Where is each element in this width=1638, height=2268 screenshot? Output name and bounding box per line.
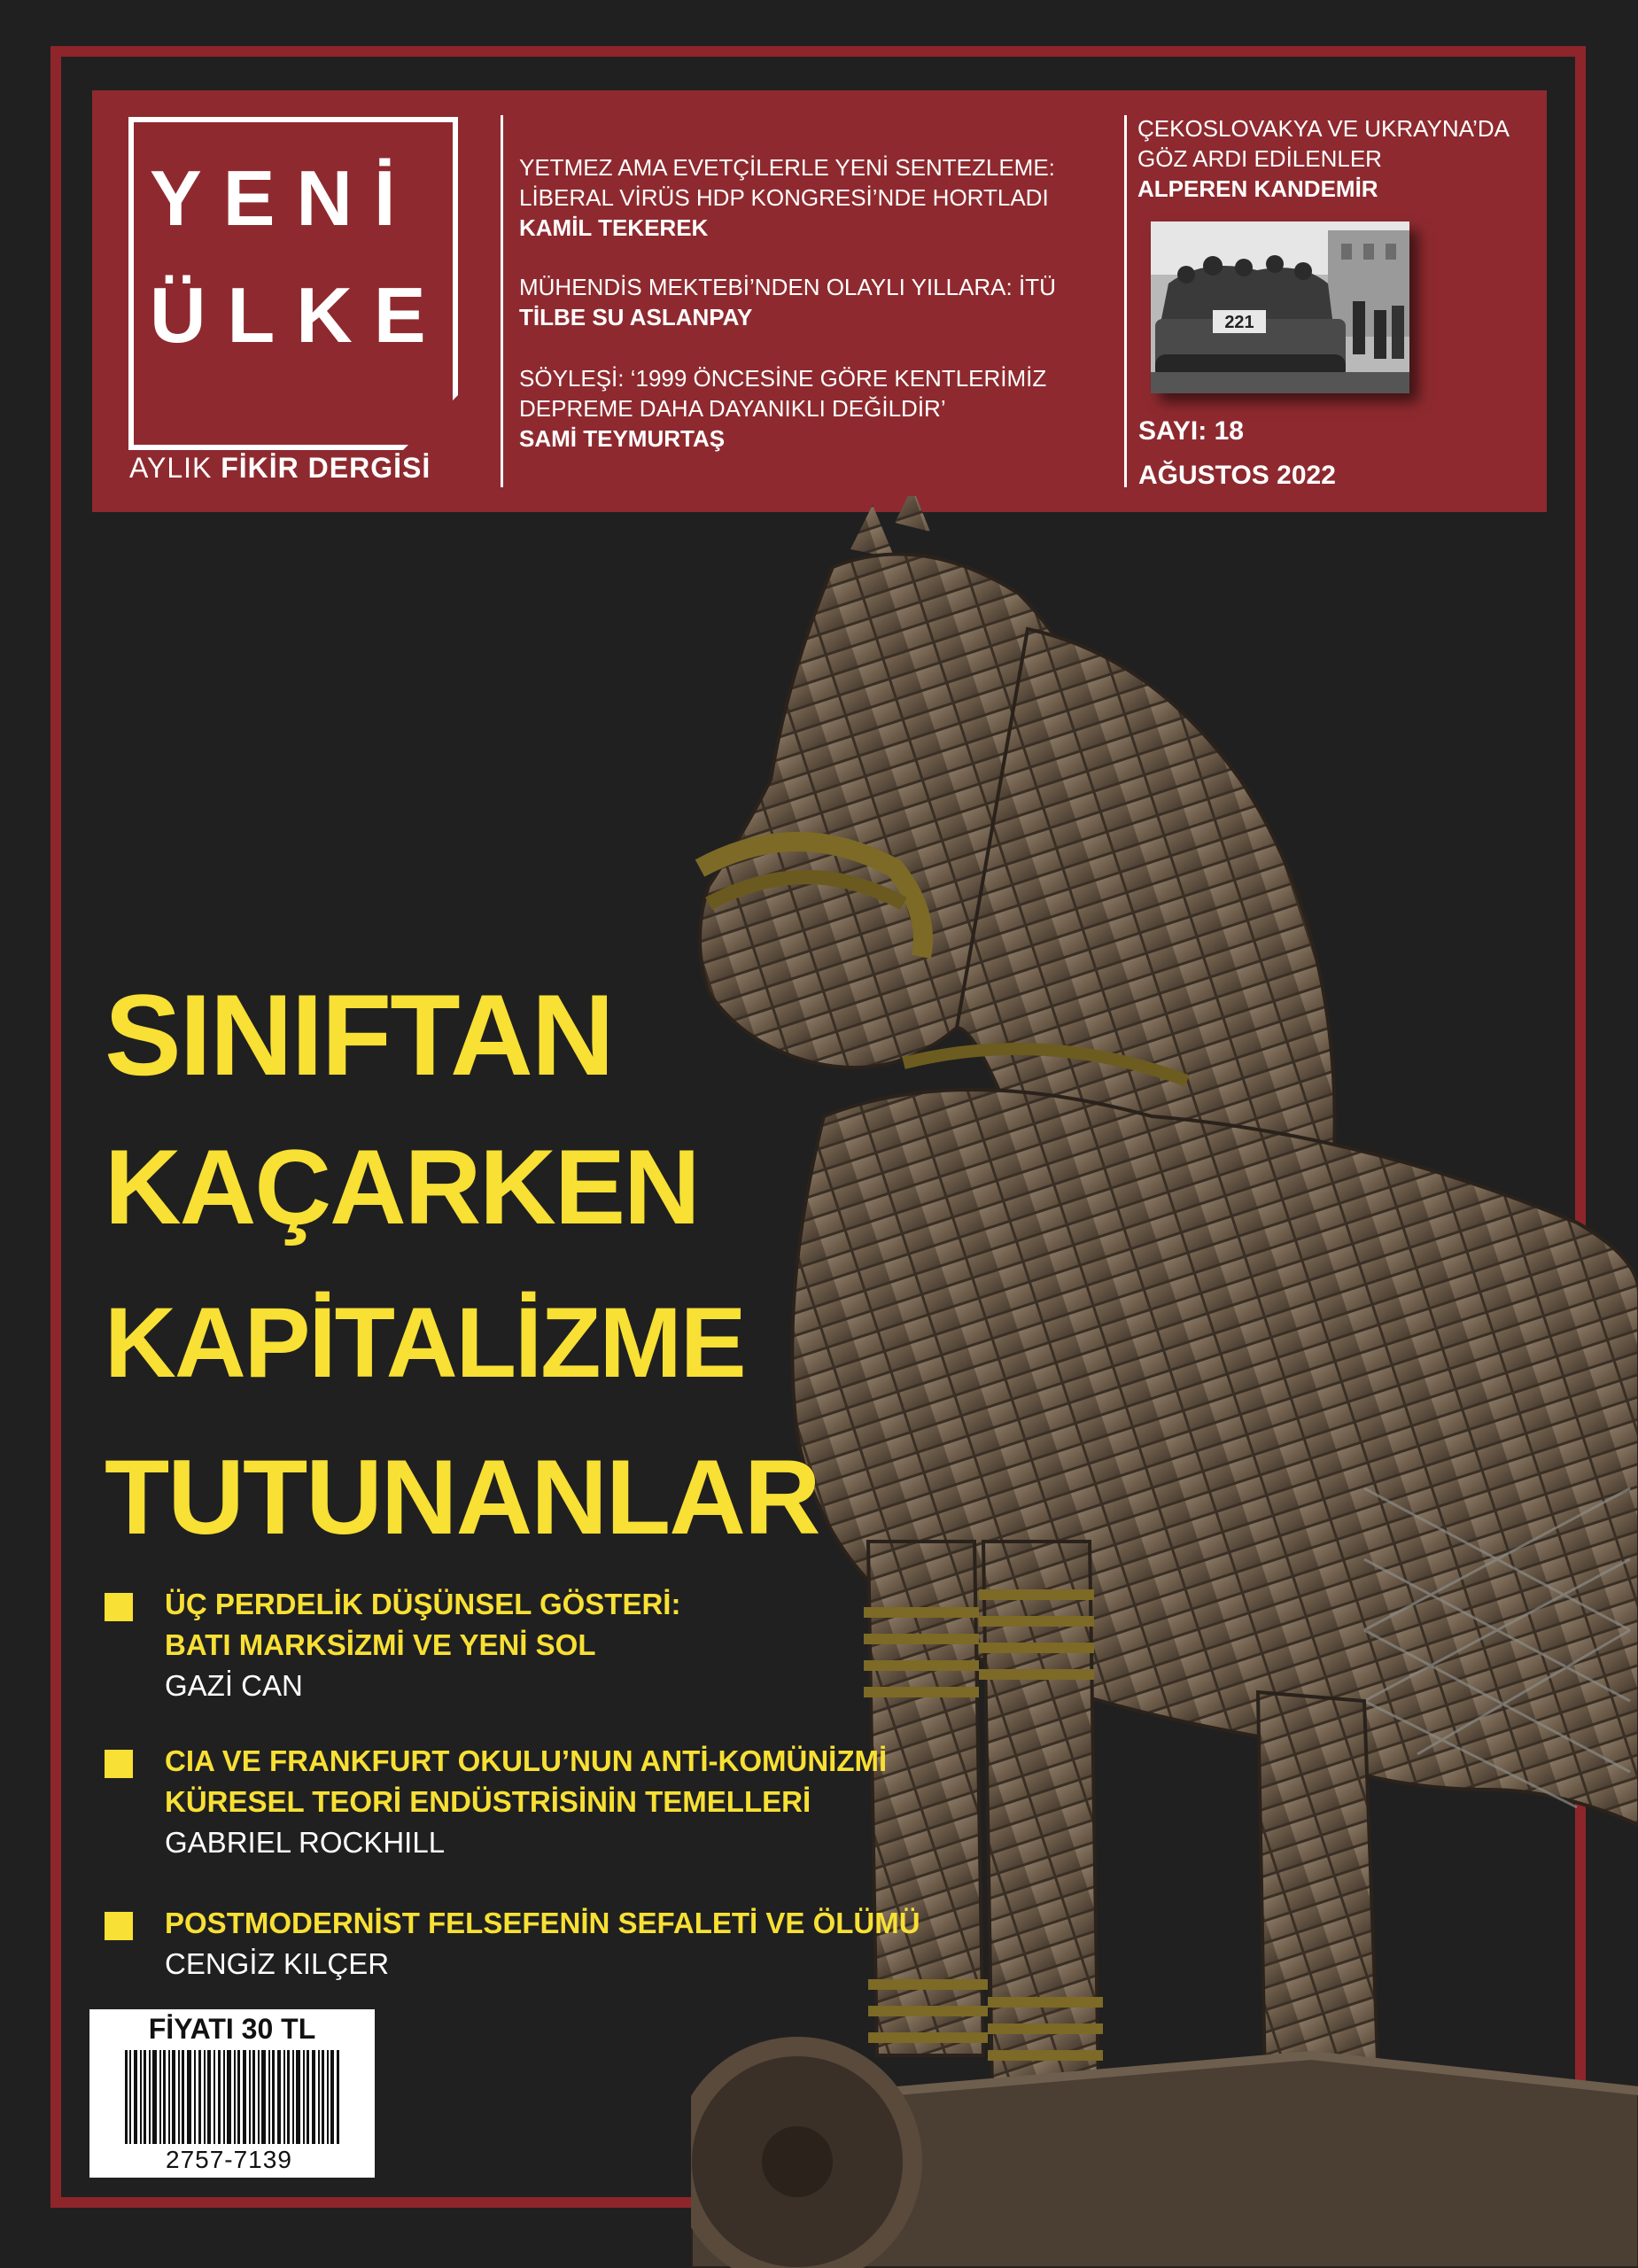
logo-word-ulke: ÜLKE bbox=[150, 271, 447, 359]
tagline-regular: AYLIK bbox=[129, 452, 221, 484]
header-article-1-line-2: LİBERAL VİRÜS HDP KONGRESİ’NDE HORTLADI bbox=[519, 184, 1049, 211]
tank-number: 221 bbox=[1224, 313, 1254, 332]
tank-photo-image bbox=[1151, 221, 1409, 393]
header-article-2-author: TİLBE SU ASLANPAY bbox=[519, 304, 753, 330]
side-article-line-1: ÇEKOSLOVAKYA VE UKRAYNA’DA bbox=[1137, 115, 1510, 142]
header-article-2-line-1: MÜHENDİS MEKTEBİ’NDEN OLAYLI YILLARA: İTÜ bbox=[519, 274, 1056, 300]
side-article[interactable] bbox=[1137, 113, 1527, 204]
side-article-author: ALPEREN KANDEMİR bbox=[1137, 175, 1378, 202]
cover-title-line-2: KAÇARKEN bbox=[105, 1128, 699, 1247]
barcode-number: 2757-7139 bbox=[166, 2146, 292, 2173]
header-article-1-line-1: YETMEZ AMA EVETÇİLERLE YENİ SENTEZLEME: bbox=[519, 154, 1055, 181]
header-article-2[interactable] bbox=[519, 272, 1104, 332]
page-curl-icon bbox=[403, 395, 458, 450]
barcode-icon bbox=[125, 2050, 341, 2144]
tank-photo[interactable] bbox=[1151, 221, 1409, 393]
cover-title-line-1: SINIFTAN bbox=[105, 970, 613, 1099]
article-2[interactable] bbox=[105, 1741, 887, 1863]
header-article-3-author: SAMİ TEYMURTAŞ bbox=[519, 425, 726, 452]
header-article-3-line-2: DEPREME DAHA DAYANIKLI DEĞİLDİR’ bbox=[519, 395, 946, 422]
article-1[interactable] bbox=[105, 1584, 680, 1706]
article-1-title-line-1: ÜÇ PERDELİK DÜŞÜNSEL GÖSTERİ: bbox=[165, 1588, 681, 1620]
article-3[interactable] bbox=[105, 1903, 920, 1984]
price-barcode-box bbox=[89, 2009, 375, 2178]
logo bbox=[128, 117, 458, 450]
cover-title-line-4: TUTUNANLAR bbox=[105, 1438, 819, 1557]
cover-title-line-3: KAPİTALİZME bbox=[105, 1287, 745, 1398]
header-article-1-author: KAMİL TEKEREK bbox=[519, 214, 709, 241]
article-1-title-line-2: BATI MARKSİZMİ VE YENİ SOL bbox=[165, 1628, 596, 1661]
header-article-1[interactable] bbox=[519, 152, 1104, 243]
article-3-author: CENGİZ KILÇER bbox=[165, 1947, 390, 1980]
article-2-title-line-1: CIA VE FRANKFURT OKULU’NUN ANTİ-KOMÜNİZMİ bbox=[165, 1744, 888, 1777]
issue-date: AĞUSTOS 2022 bbox=[1138, 461, 1336, 490]
tagline bbox=[129, 452, 431, 485]
side-article-line-2: GÖZ ARDI EDİLENLER bbox=[1137, 145, 1382, 172]
header-article-3[interactable] bbox=[519, 363, 1104, 454]
article-1-author: GAZİ CAN bbox=[165, 1669, 303, 1702]
divider-right bbox=[1124, 115, 1127, 487]
article-2-author: GABRIEL ROCKHILL bbox=[165, 1826, 446, 1859]
divider-left bbox=[501, 115, 503, 487]
bullet-square-icon bbox=[105, 1750, 133, 1778]
trojan-horse-illustration bbox=[691, 496, 1638, 2268]
logo-word-yeni: YENİ bbox=[150, 154, 417, 242]
header-band bbox=[92, 90, 1547, 512]
bullet-square-icon bbox=[105, 1593, 133, 1621]
price-label: FİYATI 30 TL bbox=[148, 2013, 316, 2045]
header-article-3-line-1: SÖYLEŞİ: ‘1999 ÖNCESİNE GÖRE KENTLERİMİZ bbox=[519, 365, 1047, 392]
tagline-bold: FİKİR DERGİSİ bbox=[221, 452, 431, 484]
bullet-square-icon bbox=[105, 1912, 133, 1940]
article-2-title-line-2: KÜRESEL TEORİ ENDÜSTRİSİNİN TEMELLERİ bbox=[165, 1785, 811, 1818]
article-3-title-line-1: POSTMODERNİST FELSEFENİN SEFALETİ VE ÖLÜMÜ bbox=[165, 1907, 920, 1939]
issue-number: SAYI: 18 bbox=[1138, 416, 1244, 446]
